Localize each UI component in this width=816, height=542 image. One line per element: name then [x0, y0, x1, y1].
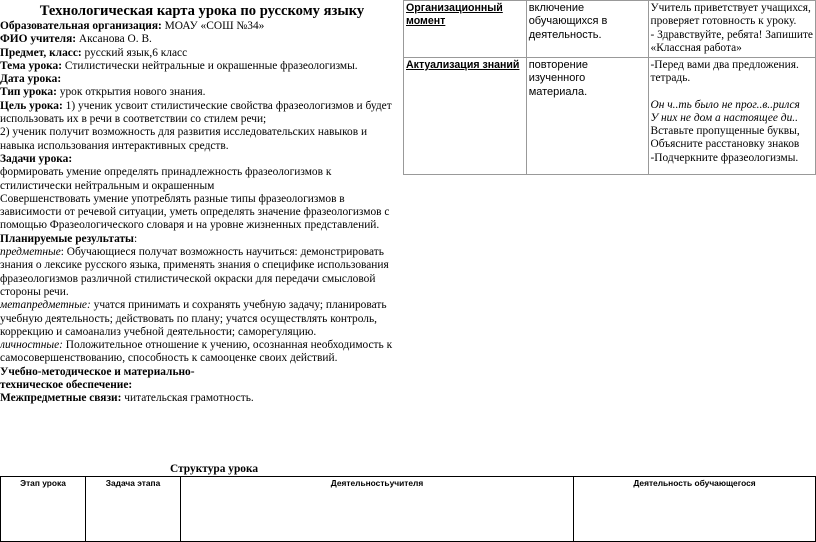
header-task: Задача этапа — [86, 477, 181, 542]
stage-task: повторение изученного материала. — [526, 58, 648, 175]
materials-line-1: Учебно-методическое и материально- — [0, 365, 195, 378]
structure-header-row — [1, 477, 816, 542]
org-line: Образовательная организация: МОАУ «СОШ №34» — [0, 20, 265, 32]
stage-name: Организационный момент — [404, 1, 527, 58]
goal-line-1: Цель урока: 1) ученик усвоит стилистические свойства фразеологизмов и будет использовать их в речи в соответствии со стилем речи; — [0, 99, 392, 126]
goal-line-2: 2) ученик получит возможность для развития исследовательских навыков и навыка использования интерактивных средств. — [0, 126, 368, 152]
stage-task: включение обучающихся в деятельность. — [526, 1, 648, 58]
date-line: Дата урока: — [0, 73, 62, 86]
results-subject: предметные: Обучающиеся получат возможность научиться: демонстрировать знания о лексике русского языка, применять знания о специфике использования фразеологизмов различной стилистической окраски для передачи смысловой — [0, 246, 389, 285]
table-row — [404, 58, 816, 175]
results-label: Планируемые результаты: — [0, 232, 138, 245]
header-stage: Этап урока — [1, 477, 86, 542]
stages-table — [403, 0, 816, 175]
subject-line: Предмет, класс: русский язык,6 класс — [0, 46, 188, 59]
results-subject-tail: стороны речи. — [0, 285, 69, 298]
stage-teacher-activity: -Перед вами два предложения. тетрадь. Он ч..ть было не прог..в..рился У них не дом а настоящее ди.. Вставьте пропущенные буквы, Объясните расстановку знаков -Подчеркните фразеологизмы. — [648, 58, 816, 175]
header-teacher: Деятельностьучителя — [181, 477, 574, 542]
structure-table — [0, 476, 816, 542]
task-1: формировать умение определять принадлежность фразеологизмов к стилистически нейтральным и окрашенным — [0, 166, 332, 192]
materials-line-2: техническое обеспечение: — [0, 379, 133, 392]
results-meta: метапредметные: учатся принимать и сохранять учебную задачу; планировать учебную деятельность; действовать по плану; учатся осуществлять контроль, коррекцию и самоанализ учебной деятельности; саморегуляцию. — [0, 299, 387, 338]
interdisciplinary-line: Межпредметные связи: читательская грамотность. — [0, 392, 254, 405]
teacher-line: ФИО учителя: Аксанова О. В. — [0, 33, 152, 46]
topic-line: Тема урока: Стилистически нейтральные и окрашенные фразеологизмы. — [0, 59, 358, 72]
type-line: Тип урока: урок открытия нового знания. — [0, 86, 206, 99]
table-row — [404, 1, 816, 58]
header-student: Деятельность обучающегося — [574, 477, 816, 542]
stage-teacher-activity: Учитель приветствует учащихся, проверяет готовность к уроку. - Здравствуйте, ребята! Запишите «Классная работа» — [648, 1, 816, 58]
page-title: Технологическая карта урока по русскому языку — [39, 3, 365, 19]
structure-title: Структура урока — [170, 463, 259, 475]
tasks-label: Задачи урока: — [0, 152, 73, 165]
lesson-info — [0, 3, 396, 406]
results-personal: личностные: Положительное отношение к учению, осознанная необходимость к самосовершенствованию, способность к самооценке своих действий. — [0, 339, 393, 365]
task-2: Совершенствовать умение употреблять разные типы фразеологизмов в зависимости от речевой ситуации, уметь определять значение фразеологизмов с помощью Фразеологического словаря и на уровне жизненных представлений. — [0, 192, 390, 232]
stage-name: Актуализация знаний — [404, 58, 527, 175]
